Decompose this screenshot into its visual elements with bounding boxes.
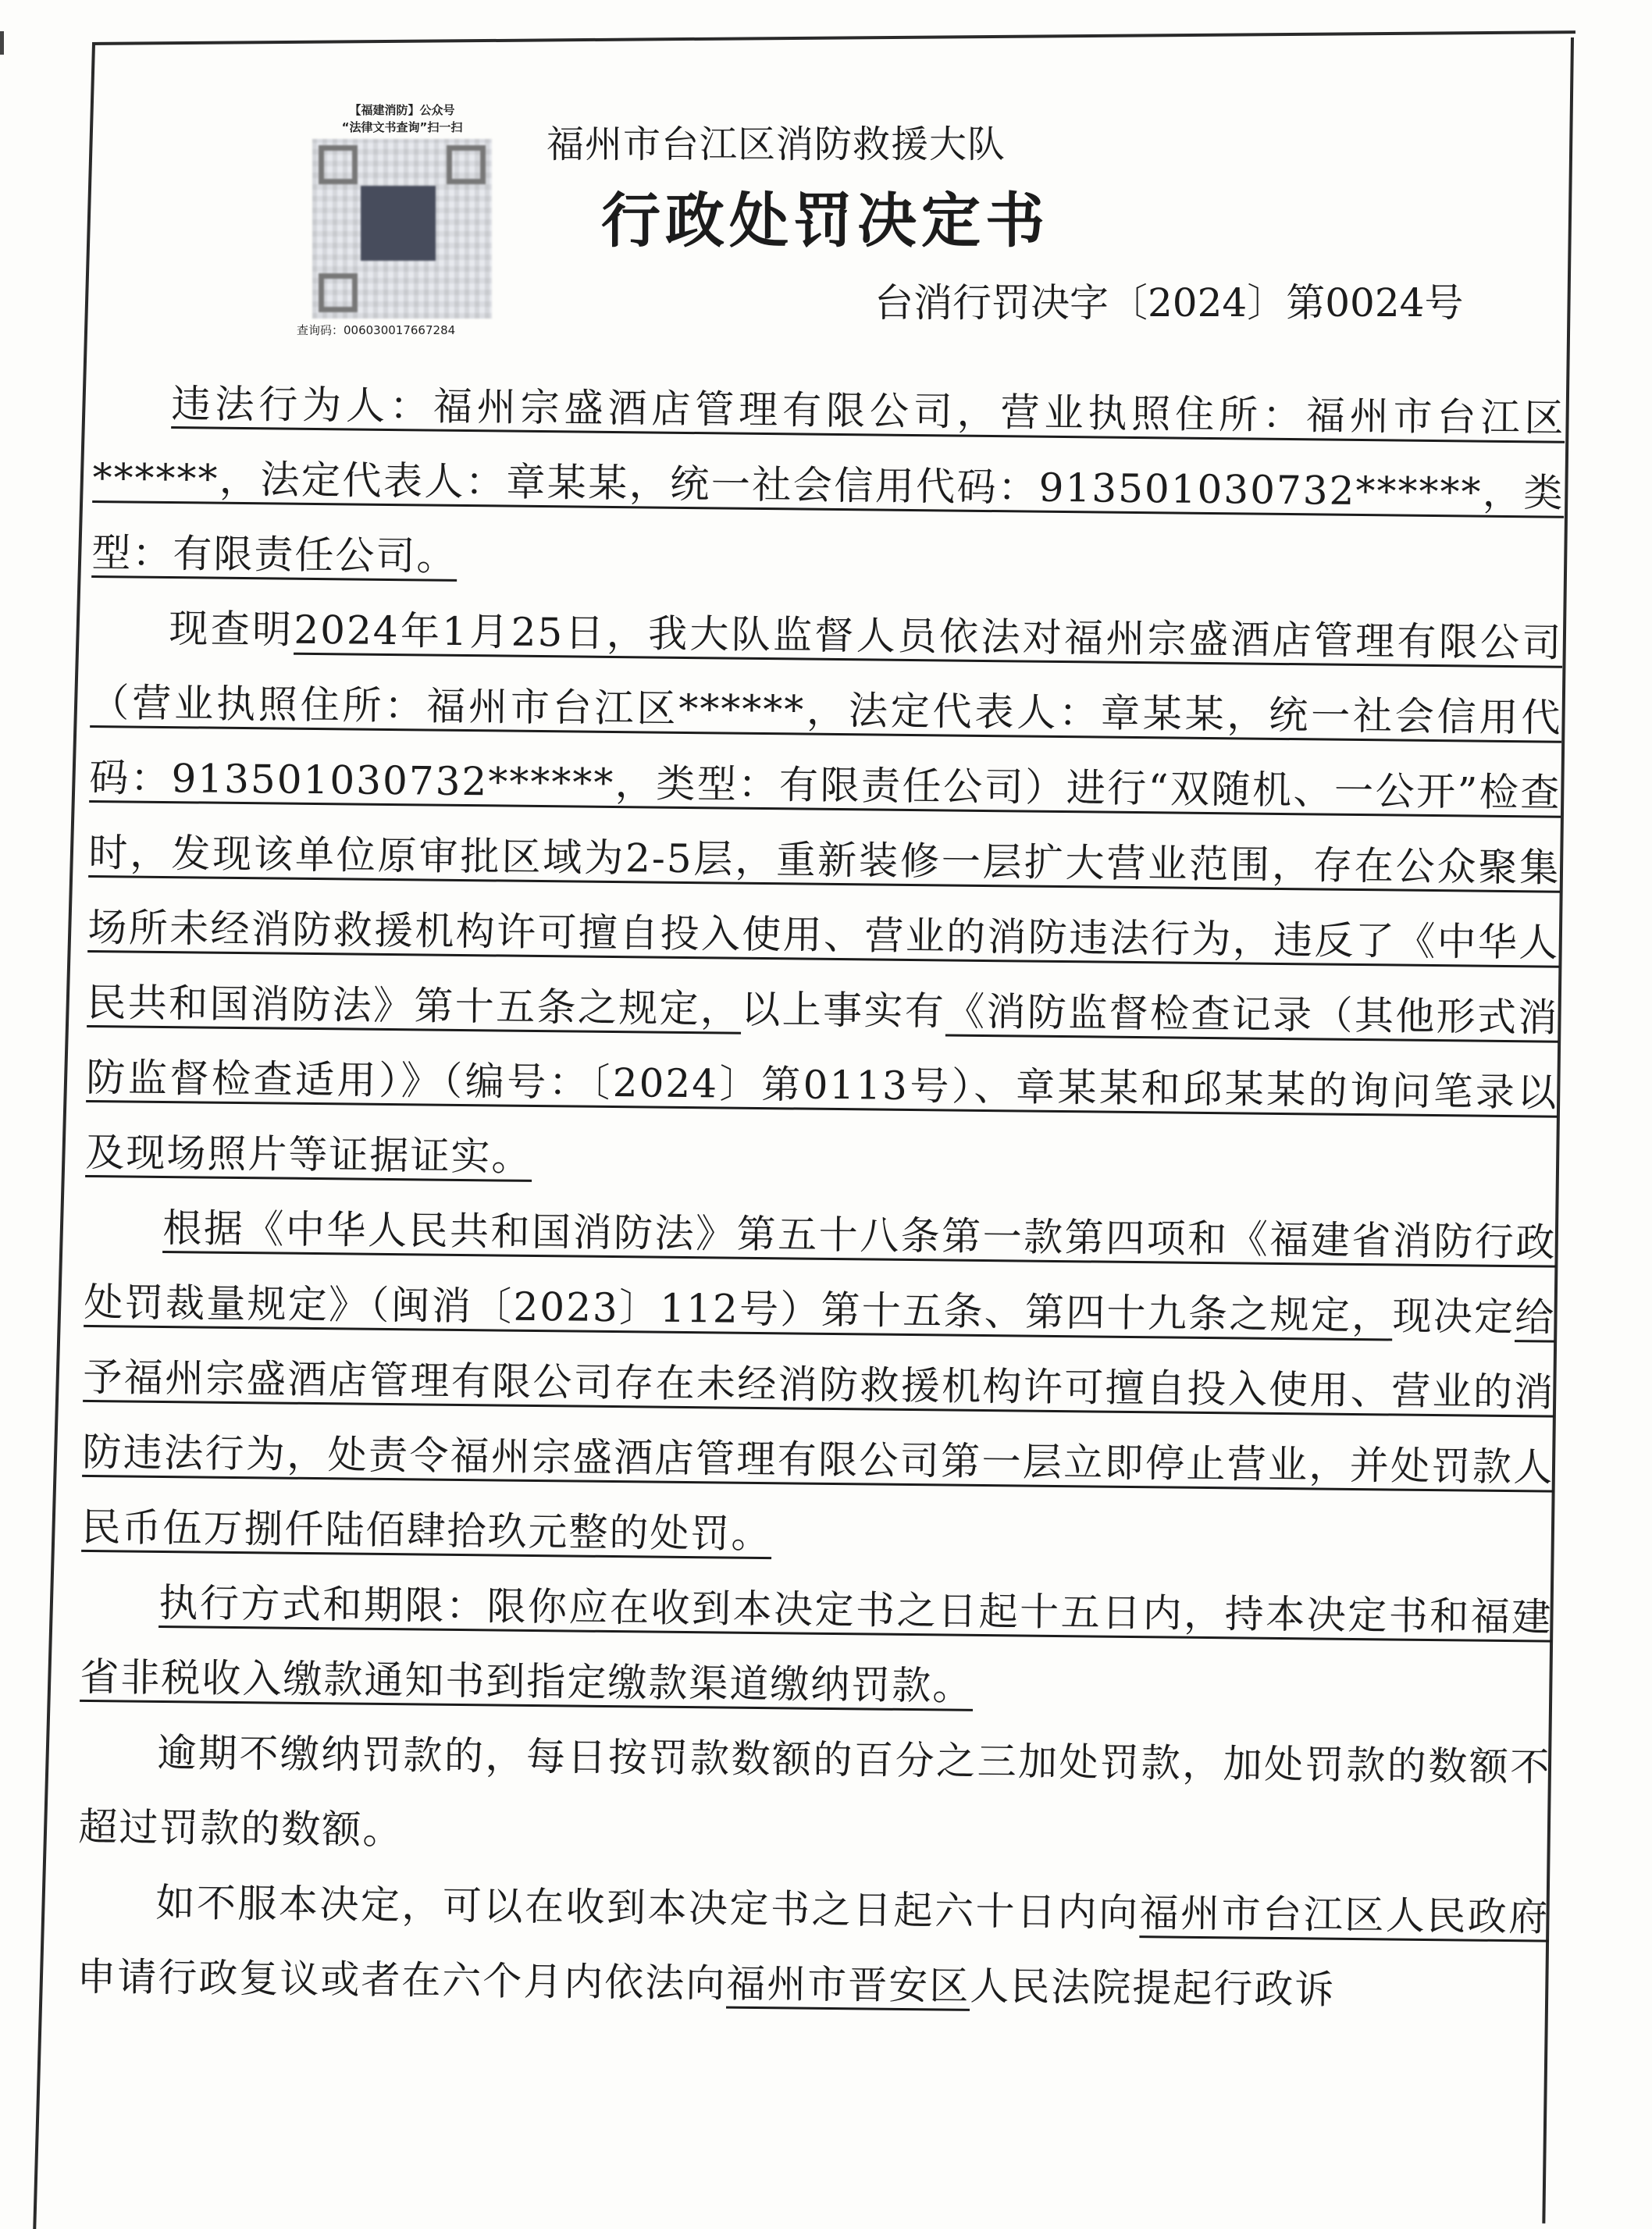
- document-title: 行政处罚决定书: [601, 186, 1049, 255]
- appeal-lead: 如不服本决定，可以在收到本决定书之日起六十日内向: [155, 1879, 1140, 1936]
- qr-code-block: [297, 101, 507, 338]
- qr-query-code: 查询码：006030017667284: [297, 323, 456, 337]
- qr-caption-line2: “法律文书查询”扫一扫: [341, 120, 463, 134]
- document-body: [77, 365, 1565, 2030]
- qr-code-image: [312, 139, 492, 319]
- paragraph-late-penalty: [78, 1714, 1551, 1880]
- paragraph-appeal: [77, 1864, 1550, 2030]
- qr-redaction-block: [361, 186, 436, 261]
- appeal-middle: 申请行政复议或者在六个月内依法向: [77, 1953, 727, 2006]
- facts-lead: 现查明: [169, 606, 294, 653]
- edge-mark: [0, 31, 4, 55]
- review-authority: 福州市台江区人民政府: [1139, 1890, 1550, 1940]
- decision-detail: 给予福州宗盛酒店管理有限公司存在未经消防救援机构许可擅自投入使用、营业的消防违法行为，处责令福州宗盛酒店管理有限公司第一层立即停止营业，并处罚款人民币伍万捌仟陆佰肆拾玖元整的处罚。: [81, 1294, 1556, 1558]
- appeal-tail: 人民法院提起行政诉: [970, 1963, 1336, 2013]
- execution-terms: 执行方式和期限：限你应在收到本决定书之日起十五日内，持本决定书和福建省非税收入缴款通知书到指定缴款渠道缴纳罚款。: [80, 1579, 1553, 1709]
- qr-finder-top-left: [319, 145, 358, 184]
- decision-lead: 现决定: [1392, 1293, 1515, 1341]
- facts-evidence-lead: 以上事实有: [741, 986, 946, 1034]
- issuing-organization: 福州市台江区消防救援大队: [547, 123, 1006, 166]
- court-district: 福州市晋安区: [726, 1960, 970, 2009]
- paragraph-offender: [91, 365, 1565, 606]
- legal-basis: 根据《中华人民共和国消防法》第五十八条第一款第四项和《福建省消防行政处罚裁量规定》（闽消〔2023〕112号）第十五条、第四十九条之规定，: [84, 1205, 1557, 1339]
- paragraph-decision: [81, 1190, 1557, 1580]
- document-border-top: [92, 30, 1575, 45]
- qr-finder-top-right: [447, 145, 486, 184]
- qr-finder-bottom-left: [319, 273, 358, 312]
- paragraph-execution: [80, 1565, 1553, 1730]
- qr-caption-line1: 【福建消防】公众号: [349, 103, 455, 117]
- late-penalty-text: 逾期不缴纳罚款的，每日按罚款数额的百分之三加处罚款，加处罚款的数额不超过罚款的数额。: [78, 1729, 1551, 1853]
- document-number: 台消行罚决字〔2024〕第0024号: [874, 280, 1464, 326]
- facts-evidence: 《消防监督检查记录（其他形式消防监督检查适用）》（编号：〔2024〕第0113号）、章某某和邱某某的询问笔录以及现场照片等证据证实。: [85, 988, 1559, 1180]
- facts-detail: 2024年1月25日，我大队监督人员依法对福州宗盛酒店管理有限公司（营业执照住所：福州市台江区******，法定代表人：章某某，统一社会信用代码：913501030732******，类型：有限责任公司）进行“双随机、一公开”检查时，发现该单位原审批区域为2-5层，重新装修一层扩大营业范围，存在公众聚集场所未经消防救援机构许可擅自投入使用、营业的消防违法行为，违反了《中华人民共和国消防法》第十五条之规定，: [87, 607, 1563, 1032]
- offender-info: 违法行为人：福州宗盛酒店管理有限公司，营业执照住所：福州市台江区******，法定代表人：章某某，统一社会信用代码：913501030732******，类型：有限责任公司。: [91, 381, 1565, 579]
- paragraph-facts: [85, 590, 1563, 1205]
